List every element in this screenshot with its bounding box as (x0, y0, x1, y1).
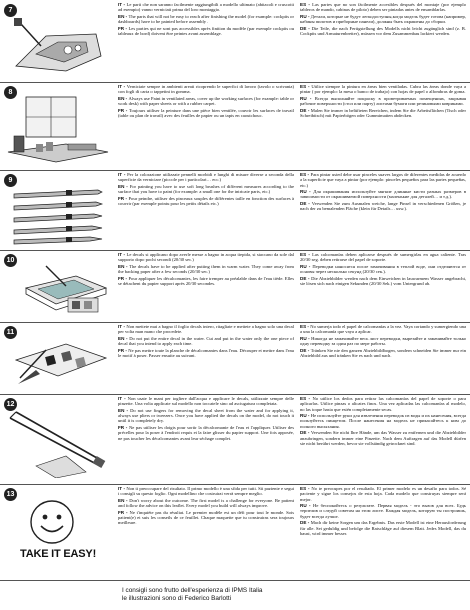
text-ru: Для окрашивания используйте мягкие длинные кисти разных размеров в зависимости от окрашиваемой поверхности (маленькие для деталей… и т.д.). (300, 189, 466, 200)
right-column: ES - No te preocupes por el resultado. El primer modelo es un desafío para todos. Sé paciente y sigue los consejos de esta hoja. Cada modelo que construyas siempre será mejor. RU - Не беспокойтесь о результате. Первая модель - это вызов для всех. Будь терпелив и следуй советам на этом листе. Каждая модель, которую ты построишь, будет всегда лучше. DE - Mach dir keine Sorgen um das Ergebnis. Das erste Modell ist eine Herausforderung für alle. Sei geduldig und befolge die Ratschläge auf diesem Blatt. Jedes Modell, das du baust, wird immer besser. (300, 486, 466, 536)
step-number: 12 (4, 398, 17, 411)
text-it: Non ti preoccupare del risultato. Il primo modello è una sfida per tutti. Sii paziente e segui i consigli su questo foglio. Ogni modellino che costruirai verrà sempre meglio. (118, 486, 294, 497)
section-7 (0, 0, 470, 83)
step-number: 9 (4, 174, 17, 187)
section-11 (0, 322, 470, 395)
text-fr: Ne pas utiliser les doigts pour sortir la décalcomanie de l'eau et l'appliquer. Utiliser des précelles pour la poser à l'endroit requis et la faire glisser du papier support. Une fois apposée, ne pas toucher les décalcomanies avant leur séchage complet. (118, 425, 294, 441)
text-es: Las calcomanías deben aplicarse después de sumergirlas en agua caliente. Tras 20/30 seg. deben retirarse del papel de soporte. (300, 252, 466, 263)
text-de: Die Teile, die nach Fertigstellung des Modells nicht leicht zugänglich sind (z. B. Cockpits und Armaturenbretter), müssen vor dem Zusammenbau lackiert werden. (300, 25, 466, 37)
right-column: ES - No sumerja todo el papel de calcomanías a la vez. Vaya cortando y sumergiendo una a una la calcomanía que vaya a aplicar. RU - Никогда не замачивайте весь лист переводки, вырезайте и замачивайте только одну переводку за один раз по мере работы. DE - Tränken Sie nie den ganzen Abziehbildbogen, sondern schneiden Sie immer nur ein Abziehbild aus und tränken Sie es nach und nach. (300, 324, 466, 359)
text-en: Do not use fingers for removing the decal sheet from the water and for applying it, always use pliers or tweezers. Once you have applied the decals on the model, do not touch it until it is completely dry. (118, 407, 294, 424)
text-it: Per la colorazione utilizzate pennelli morbidi e lunghi di misure diverse a seconda della superficie da verniciare (piccole per i particolari… ecc.) (118, 172, 294, 183)
text-de: Mach dir keine Sorgen um das Ergebnis. Das erste Modell ist eine Herausforderung für alle. Sei geduldig und befolge die Ratschläge auf diesem Blatt. Jedes Modell, das du baust, wird immer besser. (300, 520, 466, 536)
footer-credit-line-1: I consigli sono frutto dell'esperienza di IPMS Italia (122, 587, 263, 594)
left-column: IT - Verniciate sempre in ambienti areati ricoprendo le superfici di lavoro (tavolo o scrivania) con fogli di carta o tappetini in gomma. EN - Always use Paint in ventilated areas, cover up the working surfaces (for example: table or work desk) with paper sheets or with a rubber carpet. FR - Toujours utiliser la peinture dans une pièce bien ventilée, couvrir les surfaces de travail (table ou plan de travail) avec des feuilles de papier ou un tapis en caoutchouc. (118, 84, 294, 119)
text-en: The parts that will not be easy to reach after finishing the model (for example: cockpits or dashboards) have to be painted before assembly . (118, 13, 294, 25)
right-column: ES - Utilice siempre la pintura en áreas bien ventiladas. Cubra las áreas donde vaya a pintar ( por ejemplo: la mesa o banco de trabajo) con hojas de papel o alfombras de goma. RU - Всегда выполняйте покраску в проветриваемых помещениях, закрывая рабочие поверхности (стол или парту) листами бумаги или резиновыми ковриками. DE - Malen Sie immer in belüfteten Bereichen, indem Sie die Arbeitsflächen (Tisch oder Schreibtisch) mit Papierbögen oder Gummimatten abdecken. (300, 84, 466, 119)
tweezers-illustration (6, 406, 110, 478)
text-fr: Ne pas mettre toute la planche de décalcomanies dans l'eau. Découper et mettre dans l'eau le motif à poser. Passer ensuite au suivant. (118, 347, 294, 359)
text-es: Para pintar usted debe usar pinceles suaves largos de diferentes medidas de acuerdo a la superficie que vaya a pintar (por ejemplo: pinceles pequeños para las partes pequeñas, etc.) (300, 172, 466, 188)
text-ru: Переводки наносятся после замачивания в теплой воде, они отделяются от основы через несколько секунд (20/30 сек.). (300, 263, 466, 275)
text-it: Non usate le mani per togliere dall'acqua e applicare le decals, utilizzate sempre delle pinzette. Una volta applicate sul modello non toccatele sino ad asciugatura completata. (118, 396, 294, 407)
cut-decal-illustration (6, 330, 110, 390)
step-number: 8 (4, 86, 17, 99)
text-ru: Никогда не замачивайте весь лист переводки, вырезайте и замачивайте только одну переводку за один раз по мере работы. (300, 335, 466, 347)
text-en: For painting you have to use soft long brushes of different measures according to the surface that you have to paint (for example: a small one for the intricate parts, etc.) (118, 183, 294, 195)
right-column: ES - No utilice los dedos para retirar las calcomanías del papel de soporte o para aplicarlas. Utilice pinzas o alicates finos. Una vez aplicadas las calcomanías al modelo, no las toque hasta que estén completamente secas. RU - Не используйте руки для извлечения переводок из воды и их нанесения, всегда пользуйтесь пинцетом. После нанесения на модель не прикасайтесь к ним до полного высыхания. DE - Verwenden Sie nicht Ihre Hände, um das Wasser zu entfernen und die Abziehbilder anzubringen, sondern immer eine Pinzette. Nach dem Auftragen auf das Modell dürfen sie nicht berührt werden, bevor sie vollständig getrocknet sind. (300, 396, 466, 446)
text-fr: Pour appliquer les décalcomanies, les faire tremper au préalable dans de l'eau tiède. Elles se détachent du papier support après 20/30 secondes. (118, 275, 294, 287)
right-column: ES - Las calcomanías deben aplicarse después de sumergirlas en agua caliente. Tras 20/30 seg. deben retirarse del papel de soporte. RU - Переводки наносятся после замачивания в теплой воде, они отделяются от основы через несколько секунд (20/30 сек.). DE - Die Abziehbilder werden nach dem Einweichen in lauwarmem Wasser angebracht, sie lösen sich nach einigen Sekunden (20/30 Sek.) vom Untergrund ab. (300, 252, 466, 287)
right-column: ES - Las partes que no son fácilmente accesibles después del montaje (por ejemplo tableros de mando, cabinas de piloto) deben ser pintadas antes de ensamblarlas. RU - Детали, которые не будут легкодоступны,когда модель будет готова (например, кабины пилотов и приборные панели), должны быть окрашены до сборки. DE - Die Teile, die nach Fertigstellung des Modells nicht leicht zugänglich sind (z. B. Cockpits und Armaturenbretter), müssen vor dem Zusammenbau lackiert werden. (300, 2, 466, 37)
text-en: Always use Paint in ventilated areas, cover up the working surfaces (for example: table or work desk) with paper sheets or with a rubber carpet. (118, 95, 294, 107)
text-fr: Pour peindre, utiliser des pinceaux souples de différentes taille en fonction des surfaces à couvrir (par exemple pointu pour les petits détails etc.) (118, 195, 294, 207)
text-es: Las partes que no son fácilmente accesibles después del montaje (por ejemplo tableros de mando, cabinas de piloto) deben ser pintadas antes de ensamblarlas. (300, 2, 466, 13)
step-number: 7 (4, 4, 17, 17)
section-8 (0, 82, 470, 171)
text-it: Le parti che non saranno facilmente raggiungibili a modello ultimato (abitacoli e cruscotti ad esempio) vanno verniciati prima del loro montaggio. (118, 2, 294, 13)
text-de: Die Abziehbilder werden nach dem Einweichen in lauwarmem Wasser angebracht, sie lösen sich nach einigen Sekunden (20/30 Sek.) vom Untergrund ab. (300, 275, 466, 287)
text-es: No te preocupes por el resultado. El primer modelo es un desafío para todos. Sé paciente y sigue los consejos de esta hoja. Cada modelo que construyas siempre será mejor. (300, 486, 466, 502)
text-fr: Les parties qui ne sont pas accessibles après finition du modèle (par exemple cockpits ou tableaux de bord) doivent être peintes avant assemblage. (118, 25, 294, 37)
cockpit-illustration (6, 16, 110, 76)
text-it: Non mettete mai a bagno il foglio decals intero, ritagliate e mettete a bagno solo una decal per volta man mano che procedete. (118, 324, 294, 335)
left-column: IT - Non mettete mai a bagno il foglio decals intero, ritagliate e mettete a bagno solo una decal per volta man mano che procedete. EN - Do not put the entire decal in the water. Cut and put in the water only the one piece of decal that you intend to apply each time. FR - Ne pas mettre toute la planche de décalcomanies dans l'eau. Découper et mettre dans l'eau le motif à poser. Passer ensuite au suivant. (118, 324, 294, 359)
text-de: Tränken Sie nie den ganzen Abziehbildbogen, sondern schneiden Sie immer nur ein Abziehbild aus und tränken Sie es nach und nach. (300, 347, 466, 359)
text-fr: Ne t'inquiète pas du résultat. Le premier modèle est un défi pour tout le monde. Sois patient(e) et suis les conseils de ce feuillet. Chaque maquette que tu construiras sera toujours meilleure. (118, 509, 294, 526)
text-it: Verniciate sempre in ambienti areati ricoprendo le superfici di lavoro (tavolo o scrivania) con fogli di carta o tappetini in gomma. (118, 84, 294, 95)
section-10 (0, 250, 470, 323)
footer-credit-line-2: le illustrazioni sono di Federico Barlotti (122, 595, 232, 602)
take-it-easy-label: TAKE IT EASY! (20, 548, 97, 560)
text-es: No utilice los dedos para retirar las calcomanías del papel de soporte o para aplicarlas. Utilice pinzas o alicates finos. Una vez aplicadas las calcomanías al modelo, no las toque hasta que estén completamente secas. (300, 396, 466, 412)
footer (0, 582, 470, 610)
text-ru: Не используйте руки для извлечения переводок из воды и их нанесения, всегда пользуйтесь пинцетом. После нанесения на модель не прикасайтесь к ним до полного высыхания. (300, 413, 466, 429)
step-number: 10 (4, 254, 17, 267)
left-column: IT - Le decals si applicano dopo averle messe a bagno in acqua tiepida, si staccano da sole dal supporto dopo pochi secondi (20/30 sec.) EN - The decals have to be applied after putting them in warm water. They come away from the backing paper after a few seconds (20/30 sec.) FR - Pour appliquer les décalcomanies, les faire tremper au préalable dans de l'eau tiède. Elles se détachent du papier support après 20/30 secondes. (118, 252, 294, 287)
right-column: ES - Para pintar usted debe usar pinceles suaves largos de diferentes medidas de acuerdo a la superficie que vaya a pintar (por ejemplo: pinceles pequeños para las partes pequeñas, etc.) RU - Для окрашивания используйте мягкие длинные кисти разных размеров в зависимости от окрашиваемой поверхности (маленькие для деталей… и т.д.). DE - Verwenden Sie zum Ausmalen weiche, lange Pinsel in verschiedenen Größen, je nach der zu bemalenden Fläche (klein für Details… usw.). (300, 172, 466, 212)
text-ru: Всегда выполняйте покраску в проветриваемых помещениях, закрывая рабочие поверхности (стол или парту) листами бумаги или резиновыми ковриками. (300, 95, 466, 107)
left-column: IT - Non ti preoccupare del risultato. Il primo modello è una sfida per tutti. Sii paziente e segui i consigli su questo foglio. Ogni modellino che costruirai verrà sempre meglio. EN - Don't worry about the outcome. The first model is a challenge for everyone. Be patient and follow the advice on this leaflet. Every model you build will always improve. FR - Ne t'inquiète pas du résultat. Le premier modèle est un défi pour tout le monde. Sois patient(e) et suis les conseils de ce feuillet. Chaque maquette que tu construiras sera toujours meilleure. (118, 486, 294, 526)
text-de: Malen Sie immer in belüfteten Bereichen, indem Sie die Arbeitsflächen (Tisch oder Schreibtisch) mit Papierbögen oder Gummimatten abdecken. (300, 107, 466, 119)
section-12 (0, 394, 470, 485)
text-it: Le decals si applicano dopo averle messe a bagno in acqua tiepida, si staccano da sole dal supporto dopo pochi secondi (20/30 sec.) (118, 252, 294, 263)
text-fr: Toujours utiliser la peinture dans une pièce bien ventilée, couvrir les surfaces de travail (table ou plan de travail) avec des feuilles de papier ou un tapis en caoutchouc. (118, 107, 294, 119)
text-ru: Не беспокойтесь о результате. Первая модель - это вызов для всех. Будь терпелив и следуй советам на этом листе. Каждая модель, которую ты построишь, будет всегда лучше. (300, 503, 466, 519)
smiley-face-icon (28, 498, 76, 546)
water-tray-illustration (6, 258, 110, 318)
left-column: IT - Per la colorazione utilizzate pennelli morbidi e lunghi di misure diverse a seconda della superficie da verniciare (piccole per i particolari… ecc.) EN - For painting you have to use soft long brushes of different measures according to the surface that you have to paint (for example: a small one for the intricate parts, etc.) FR - Pour peindre, utiliser des pinceaux souples de différentes taille en fonction des surfaces à couvrir (par exemple pointu pour les petits détails etc.) (118, 172, 294, 207)
paint-workspace-illustration (6, 92, 110, 164)
left-column: IT - Non usate le mani per togliere dall'acqua e applicare le decals, utilizzate sempre delle pinzette. Una volta applicate sul modello non toccatele sino ad asciugatura completata. EN - Do not use fingers for removing the decal sheet from the water and for applying it, always use pliers or tweezers. Once you have applied the decals on the model, do not touch it until it is completely dry. FR - Ne pas utiliser les doigts pour sortir la décalcomanie de l'eau et l'appliquer. Utiliser des précelles pour la poser à l'endroit requis et la faire glisser du papier support. Une fois apposée, ne pas toucher les décalcomanies avant leur séchage complet. (118, 396, 294, 441)
text-en: Do not put the entire decal in the water. Cut and put in the water only the one piece of decal that you intend to apply each time. (118, 335, 294, 347)
text-de: Verwenden Sie zum Ausmalen weiche, lange Pinsel in verschiedenen Größen, je nach der zu bemalenden Fläche (klein für Details… usw.). (300, 201, 466, 212)
left-column: IT - Le parti che non saranno facilmente raggiungibili a modello ultimato (abitacoli e cruscotti ad esempio) vanno verniciati prima del loro montaggio. EN - The parts that will not be easy to reach after finishing the model (for example: cockpits or dashboards) have to be painted before assembly . FR - Les parties qui ne sont pas accessibles après finition du modèle (par exemple cockpits ou tableaux de bord) doivent être peintes avant assemblage. (118, 2, 294, 37)
brushes-illustration (6, 184, 110, 246)
step-number: 13 (4, 488, 17, 501)
section-13 (0, 484, 470, 581)
step-number: 11 (4, 326, 17, 339)
text-es: Utilice siempre la pintura en áreas bien ventiladas. Cubra las áreas donde vaya a pintar ( por ejemplo: la mesa o banco de trabajo) con hojas de papel o alfombras de goma. (300, 84, 466, 95)
text-en: Don't worry about the outcome. The first model is a challenge for everyone. Be patient and follow the advice on this leaflet. Every model you build will always improve. (118, 497, 294, 509)
text-de: Verwenden Sie nicht Ihre Hände, um das Wasser zu entfernen und die Abziehbilder anzubringen, sondern immer eine Pinzette. Nach dem Auftragen auf das Modell dürfen sie nicht berührt werden, bevor sie vollständig getrocknet sind. (300, 430, 466, 446)
text-en: The decals have to be applied after putting them in warm water. They come away from the backing paper after a few seconds (20/30 sec.) (118, 263, 294, 275)
section-9 (0, 170, 470, 251)
text-ru: Детали, которые не будут легкодоступны,когда модель будет готова (например, кабины пилотов и приборные панели), должны быть окрашены до сборки. (300, 13, 466, 25)
text-es: No sumerja todo el papel de calcomanías a la vez. Vaya cortando y sumergiendo una a una la calcomanía que vaya a aplicar. (300, 324, 466, 335)
